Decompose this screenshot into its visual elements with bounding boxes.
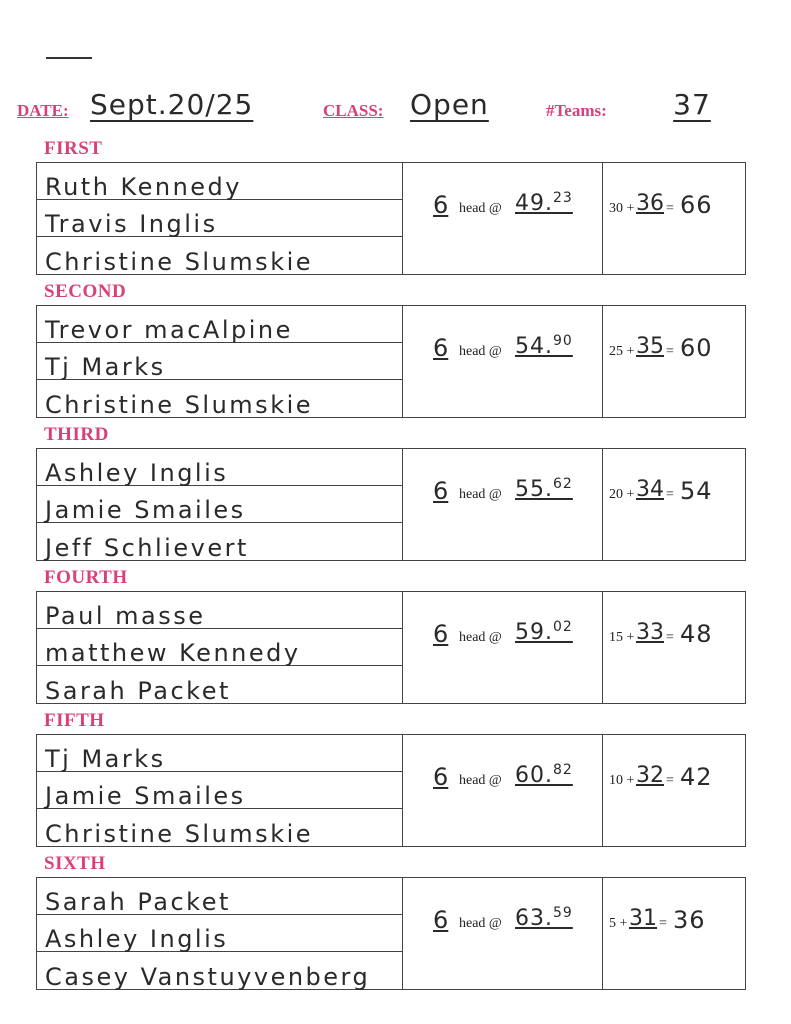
points-cell — [603, 592, 745, 703]
time-decimal: 59 — [553, 905, 573, 921]
time-value — [515, 190, 573, 216]
place-heading: FIRST — [44, 138, 103, 159]
base-points: 25 + — [609, 344, 635, 359]
time-value — [515, 905, 573, 931]
points-cell — [603, 878, 745, 989]
total-points: 36 — [673, 906, 706, 934]
time-whole: 60. — [515, 763, 553, 789]
placing-block — [36, 448, 746, 561]
place-heading: FOURTH — [44, 567, 128, 588]
competitor-name: Sarah Packet — [45, 677, 231, 705]
head-count: 6 — [433, 477, 449, 505]
team-names — [37, 449, 403, 560]
time-decimal: 02 — [553, 619, 573, 635]
head-count: 6 — [433, 763, 449, 791]
total-points: 54 — [680, 477, 713, 505]
time-whole: 59. — [515, 620, 553, 646]
time-cell — [402, 449, 603, 560]
team-names — [37, 163, 403, 274]
place-heading: SECOND — [44, 281, 127, 302]
competitor-name: Jamie Smailes — [45, 496, 246, 524]
team-names — [37, 592, 403, 703]
place-heading: THIRD — [44, 424, 109, 445]
team-names — [37, 878, 403, 989]
name-row — [37, 592, 402, 629]
competitor-name: Paul masse — [45, 602, 206, 630]
total-points: 60 — [680, 334, 713, 362]
head-count: 6 — [433, 191, 449, 219]
name-row — [37, 343, 402, 380]
points-cell — [603, 735, 745, 846]
competitor-name: Tj Marks — [45, 353, 166, 381]
name-row — [37, 523, 402, 560]
name-row — [37, 878, 402, 915]
base-points: 10 + — [609, 773, 635, 788]
time-whole: 54. — [515, 334, 553, 360]
name-row — [37, 200, 402, 237]
competitor-name: Jeff Schlievert — [45, 534, 249, 562]
head-count: 6 — [433, 906, 449, 934]
time-whole: 55. — [515, 477, 553, 503]
time-whole: 49. — [515, 191, 553, 217]
head-label: head @ — [459, 487, 502, 502]
bonus-points: 32 — [636, 763, 664, 788]
time-cell — [402, 878, 603, 989]
total-points: 48 — [680, 620, 713, 648]
time-value — [515, 762, 573, 788]
head-label: head @ — [459, 344, 502, 359]
place-heading: SIXTH — [44, 853, 106, 874]
equals-sign: = — [666, 773, 674, 788]
time-value — [515, 619, 573, 645]
name-row — [37, 809, 402, 846]
placing-block — [36, 734, 746, 847]
competitor-name: Ruth Kennedy — [45, 173, 242, 201]
placing-block — [36, 591, 746, 704]
competitor-name: Ashley Inglis — [45, 925, 229, 953]
name-row — [37, 952, 402, 989]
points-cell — [603, 306, 745, 417]
team-names — [37, 306, 403, 417]
total-points: 42 — [680, 763, 713, 791]
name-row — [37, 629, 402, 666]
competitor-name: Travis Inglis — [45, 210, 218, 238]
head-label: head @ — [459, 201, 502, 216]
equals-sign: = — [666, 487, 674, 502]
teams-value: 37 — [673, 88, 711, 121]
head-label: head @ — [459, 916, 502, 931]
bonus-points: 35 — [636, 334, 664, 359]
competitor-name: Ashley Inglis — [45, 459, 229, 487]
competitor-name: Sarah Packet — [45, 888, 231, 916]
head-count: 6 — [433, 334, 449, 362]
base-points: 15 + — [609, 630, 635, 645]
bonus-points: 34 — [636, 477, 664, 502]
competitor-name: Casey Vanstuyvenberg — [45, 963, 371, 991]
name-row — [37, 772, 402, 809]
name-row — [37, 486, 402, 523]
date-value: Sept.20/25 — [90, 88, 254, 121]
name-row — [37, 237, 402, 274]
time-cell — [402, 163, 603, 274]
head-label: head @ — [459, 630, 502, 645]
time-value — [515, 333, 573, 359]
name-row — [37, 915, 402, 952]
time-value — [515, 476, 573, 502]
date-label: DATE: — [17, 101, 69, 120]
points-cell — [603, 163, 745, 274]
team-names — [37, 735, 403, 846]
place-heading: FIFTH — [44, 710, 105, 731]
time-decimal: 90 — [553, 333, 573, 349]
time-cell — [402, 592, 603, 703]
base-points: 20 + — [609, 487, 635, 502]
points-cell — [603, 449, 745, 560]
time-decimal: 82 — [553, 762, 573, 778]
teams-label: #Teams: — [546, 101, 607, 120]
name-row — [37, 163, 402, 200]
competitor-name: Jamie Smailes — [45, 782, 246, 810]
placing-block — [36, 877, 746, 990]
competitor-name: Christine Slumskie — [45, 391, 314, 419]
competitor-name: Trevor macAlpine — [45, 316, 293, 344]
top-pen-mark — [46, 57, 92, 59]
equals-sign: = — [666, 201, 674, 216]
competitor-name: Christine Slumskie — [45, 820, 314, 848]
equals-sign: = — [666, 344, 674, 359]
competitor-name: matthew Kennedy — [45, 639, 301, 667]
name-row — [37, 449, 402, 486]
equals-sign: = — [659, 916, 667, 931]
total-points: 66 — [680, 191, 713, 219]
placing-block — [36, 305, 746, 418]
name-row — [37, 735, 402, 772]
name-row — [37, 306, 402, 343]
time-decimal: 62 — [553, 476, 573, 492]
class-value: Open — [410, 88, 489, 121]
time-cell — [402, 735, 603, 846]
base-points: 30 + — [609, 201, 635, 216]
bonus-points: 36 — [636, 191, 664, 216]
name-row — [37, 666, 402, 703]
head-label: head @ — [459, 773, 502, 788]
placing-block — [36, 162, 746, 275]
bonus-points: 33 — [636, 620, 664, 645]
head-count: 6 — [433, 620, 449, 648]
name-row — [37, 380, 402, 417]
time-cell — [402, 306, 603, 417]
class-label: CLASS: — [323, 101, 384, 120]
competitor-name: Christine Slumskie — [45, 248, 314, 276]
equals-sign: = — [666, 630, 674, 645]
bonus-points: 31 — [629, 906, 657, 931]
time-decimal: 23 — [553, 190, 573, 206]
time-whole: 63. — [515, 906, 553, 932]
competitor-name: Tj Marks — [45, 745, 166, 773]
base-points: 5 + — [609, 916, 628, 931]
